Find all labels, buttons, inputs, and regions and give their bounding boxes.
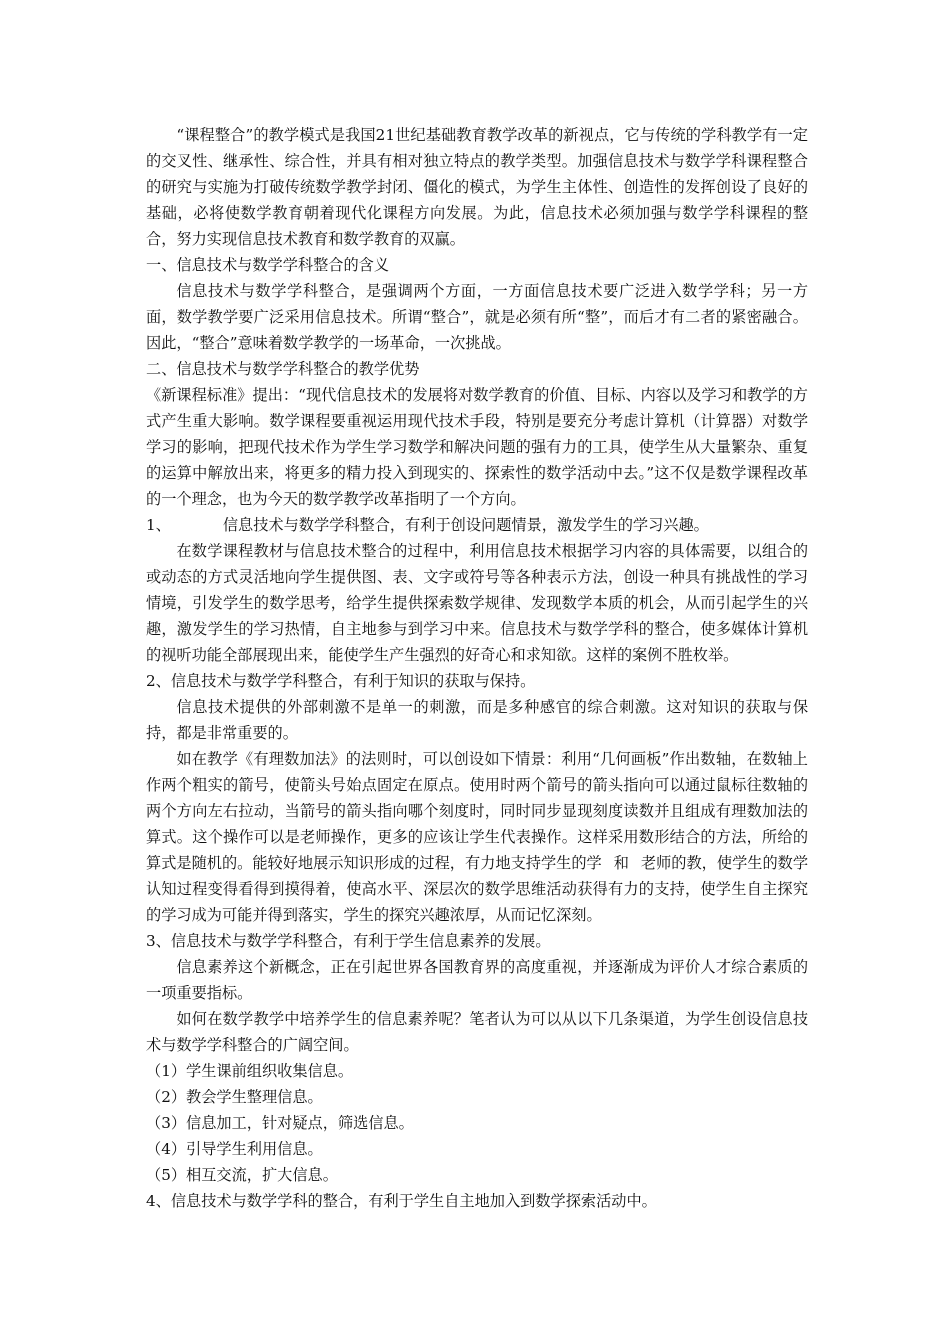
paragraph-information-literacy: 信息素养这个新概念，正在引起世界各国教育界的高度重视，并逐渐成为评价人才综合素质的一项重要指标。 (146, 958, 808, 1002)
subheading-1-text: 信息技术与数学学科整合，有利于创设问题情景，激发学生的学习兴趣。 (222, 516, 709, 534)
example-part-2: 和 (613, 854, 629, 872)
paragraph-cultivation-channels: 如何在数学教学中培养学生的信息素养呢？笔者认为可以从以下几条渠道，为学生创设信息技术与数学学科整合的广阔空间。 (146, 1010, 808, 1054)
example-part-3: 老师的教，使学生的数学认知过程变得看得到摸得着，使高水平、深层次的数学思维活动获得有力的支持，使学生自主探究的学习成为可能并得到落实，学生的探究兴趣浓厚，从而记忆深刻。 (146, 854, 809, 924)
section-heading-1: 一、信息技术与数学学科整合的含义 (146, 256, 389, 274)
subheading-1-number: 1、 (146, 516, 171, 534)
list-item: （4）引导学生利用信息。 (146, 1140, 323, 1158)
paragraph-curriculum-standard: 《新课程标准》提出：“现代信息技术的发展将对数学教育的价值、目标、内容以及学习和教学的方式产生重大影响。数学课程要重视运用现代技术手段，特别是要充分考虑计算机（计算器）对数学学习的影响，把现代技术作为学生学习数学和解决问题的强有力的工具，使学生从大量繁杂、重复的运算中解放出来，将更多的精力投入到现实的、探索性的数学活动中去。”这不仅是数学课程改革的一个理念，也为今天的数学教学改革指明了一个方向。 (146, 386, 808, 508)
subheading-1 (146, 512, 808, 538)
intro-paragraph: “课程整合”的教学模式是我国21世纪基础教育教学改革的新视点，它与传统的学科教学有一定的交叉性、继承性、综合性，并具有相对独立特点的教学类型。加强信息技术与数学学科课程整合的研究与实施为打破传统数学教学封闭、僵化的模式，为学生主体性、创造性的发挥创设了良好的基础，必将使数学教育朝着现代化课程方向发展。为此，信息技术必须加强与数学学科课程的整合，努力实现信息技术教育和数学教育的双赢。 (146, 126, 808, 248)
example-part-1: 如在教学《有理数加法》的法则时，可以创设如下情景：利用“几何画板”作出数轴，在数轴上作两个粗实的箭号，使箭头号始点固定在原点。使用时两个箭号的箭头指向可以通过鼠标往数轴的两个方向左右拉动，当箭号的箭头指向哪个刻度时，同时同步显现刻度读数并且组成有理数加法的算式。这个操作可以是老师操作，更多的应该让学生代表操作。这样采用数形结合的方法，所给的算式是随机的。能较好地展示知识形成的过程，有力地支持学生的学 (146, 750, 808, 872)
subheading-4: 4、信息技术与数学学科的整合，有利于学生自主地加入到数学探索活动中。 (146, 1192, 657, 1210)
document-body (146, 122, 808, 1214)
list-item: （3）信息加工，针对疑点，筛选信息。 (146, 1114, 414, 1132)
subheading-3: 3、信息技术与数学学科整合，有利于学生信息素养的发展。 (146, 932, 551, 950)
list-item: （2）教会学生整理信息。 (146, 1088, 323, 1106)
paragraph-definition: 信息技术与数学学科整合，是强调两个方面，一方面信息技术要广泛进入数学学科；另一方面，数学教学要广泛采用信息技术。所谓“整合”，就是必须有所“整”，而后才有二者的紧密融合。因此，“整合”意味着数学教学的一场革命，一次挑战。 (146, 282, 808, 352)
paragraph-integration-process: 在数学课程教材与信息技术整合的过程中，利用信息技术根据学习内容的具体需要，以组合的或动态的方式灵活地向学生提供图、表、文字或符号等各种表示方法，创设一种具有挑战性的学习情境，引发学生的数学思考，给学生提供探索数学规律、发现数学本质的机会，从而引起学生的兴趣，激发学生的学习热情，自主地参与到学习中来。信息技术与数学学科的整合，使多媒体计算机的视听功能全部展现出来，能使学生产生强烈的好奇心和求知欲。这样的案例不胜枚举。 (146, 542, 808, 664)
list-item: （5）相互交流，扩大信息。 (146, 1166, 338, 1184)
section-heading-2: 二、信息技术与数学学科整合的教学优势 (146, 360, 420, 378)
list-item: （1）学生课前组织收集信息。 (146, 1062, 354, 1080)
paragraph-rational-number-example (146, 746, 808, 928)
paragraph-external-stimulus: 信息技术提供的外部刺激不是单一的刺激，而是多种感官的综合刺激。这对知识的获取与保持，都是非常重要的。 (146, 698, 808, 742)
subheading-2: 2、信息技术与数学学科整合，有利于知识的获取与保持。 (146, 672, 536, 690)
